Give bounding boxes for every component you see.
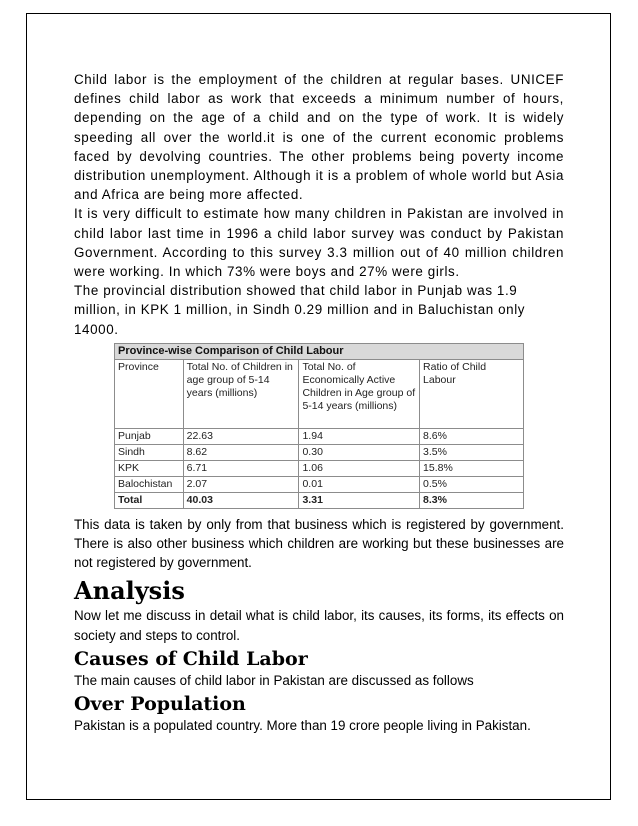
table-cell: Sindh (115, 444, 184, 460)
table-cell: 8.62 (183, 444, 299, 460)
provincial-paragraph (74, 281, 564, 339)
table-cell: 3.5% (420, 444, 524, 460)
table-total-row (115, 492, 524, 508)
table-cell: KPK (115, 460, 184, 476)
table-cell: 0.01 (299, 476, 420, 492)
child-labour-table (114, 343, 524, 509)
table-row (115, 428, 524, 444)
table-cell: 1.06 (299, 460, 420, 476)
table-cell: 15.8% (420, 460, 524, 476)
table-cell: 8.6% (420, 428, 524, 444)
causes-heading: Causes of Child Labor (74, 647, 308, 670)
survey-paragraph: It is very difficult to estimate how many children in Pakistan are involved in child labor last time in 1996 a child labor survey was conduct by Pakistan Government. According to this survey 3.3 million out of 40 million children were working. In which 73% were boys and 27% were girls. (74, 206, 564, 280)
table-row (115, 444, 524, 460)
table-header-total-children: Total No. of Children in age group of 5-14 years (millions) (183, 359, 299, 428)
over-population-heading: Over Population (74, 693, 246, 716)
table-row (115, 476, 524, 492)
analysis-heading: Analysis (74, 576, 185, 606)
data-note-paragraph: This data is taken by only from that business which is registered by government. There is also other business which children are working but these businesses are not registered by government. (74, 516, 564, 571)
table-cell: 0.30 (299, 444, 420, 460)
table-caption: Province-wise Comparison of Child Labour (115, 343, 524, 359)
table-cell: 0.5% (420, 476, 524, 492)
document-body (74, 70, 564, 735)
table-cell: Balochistan (115, 476, 184, 492)
provincial-text: The provincial distribution showed that child labor in Punjab was 1.9 million, in KPK 1 million, in Sindh 0.29 million and in Baluchistan only (74, 283, 526, 318)
table-header-active-children: Total No. of Economically Active Children in Age group of 5-14 years (millions) (299, 359, 420, 428)
table-cell: 40.03 (183, 492, 299, 508)
table-header-province: Province (115, 359, 184, 428)
table-cell: 22.63 (183, 428, 299, 444)
table-cell: 3.31 (299, 492, 420, 508)
provincial-tail: 14000. (74, 321, 119, 337)
child-labour-table-image (114, 343, 524, 509)
table-cell: 6.71 (183, 460, 299, 476)
table-cell: 1.94 (299, 428, 420, 444)
table-cell: Punjab (115, 428, 184, 444)
causes-paragraph: The main causes of child labor in Pakistan are discussed as follows (74, 672, 474, 688)
table-row (115, 460, 524, 476)
table-cell: Total (115, 492, 184, 508)
analysis-paragraph: Now let me discuss in detail what is child labor, its causes, its forms, its effects on society and steps to control. (74, 608, 564, 643)
intro-paragraph: Child labor is the employment of the children at regular bases. UNICEF defines child labor as work that exceeds a minimum number of hours, depending on the age of a child and on the type of work. It is widely speeding all over the world.it is one of the current economic problems faced by devolving countries. The other problems being poverty income distribution unemployment. Although it is a problem of whole world but Asia and Africa are being more affected. (74, 72, 564, 203)
table-header-ratio: Ratio of Child Labour (420, 359, 524, 428)
table-cell: 8.3% (420, 492, 524, 508)
over-population-paragraph: Pakistan is a populated country. More than 19 crore people living in Pakistan. (74, 718, 531, 734)
table-cell: 2.07 (183, 476, 299, 492)
